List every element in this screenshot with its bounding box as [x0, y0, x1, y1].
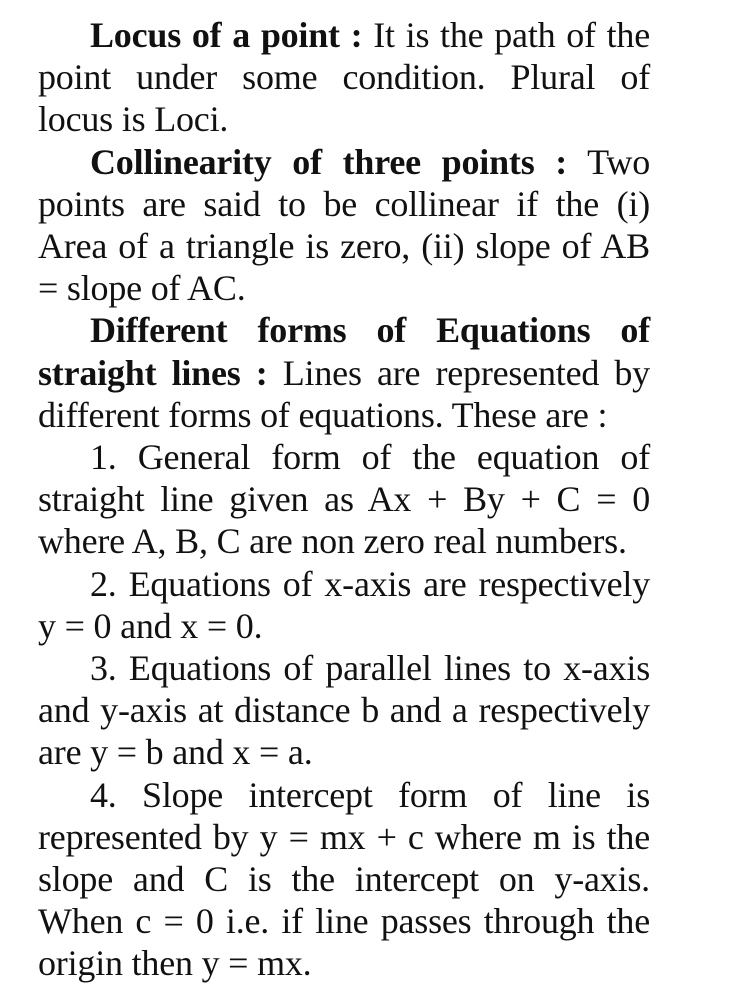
- locus-term: Locus of a point :: [90, 15, 363, 55]
- line-forms-definition: Lines are represented by different forms of equations. These are :: [38, 352, 650, 435]
- collinearity-paragraph: [38, 141, 650, 310]
- list-item-parallel-lines: 3. Equations of parallel lines to x-axis and y-axis at distance b and a respectively are y = b and x = a.: [38, 648, 650, 773]
- list-item-general-form: 1. General form of the equation of straight line given as Ax + By + C = 0 where A, B, C are non zero real numbers.: [38, 437, 650, 562]
- locus-paragraph: [38, 14, 650, 141]
- text-page: [38, 14, 650, 985]
- locus-definition: It is the path of the point under some condition. Plural of locus is Loci.: [38, 15, 650, 140]
- collinearity-term: Collinearity of three points :: [90, 141, 568, 182]
- collinearity-definition: Two points are said to be collinear if the (i) Area of a triangle is zero, (ii) slope of AB = slope of AC.: [38, 141, 650, 309]
- line-forms-paragraph: [38, 309, 650, 436]
- list-item-slope-intercept: 4. Slope intercept form of line is represented by y = mx + c where m is the slope and C is the intercept on y-axis. When c = 0 i.e. if line passes through the origin then y = mx.: [38, 774, 650, 984]
- list-item-axes-equations: 2. Equations of x-axis are respectively y = 0 and x = 0.: [38, 563, 650, 646]
- line-forms-term: Different forms of Equations of straight lines :: [38, 310, 650, 393]
